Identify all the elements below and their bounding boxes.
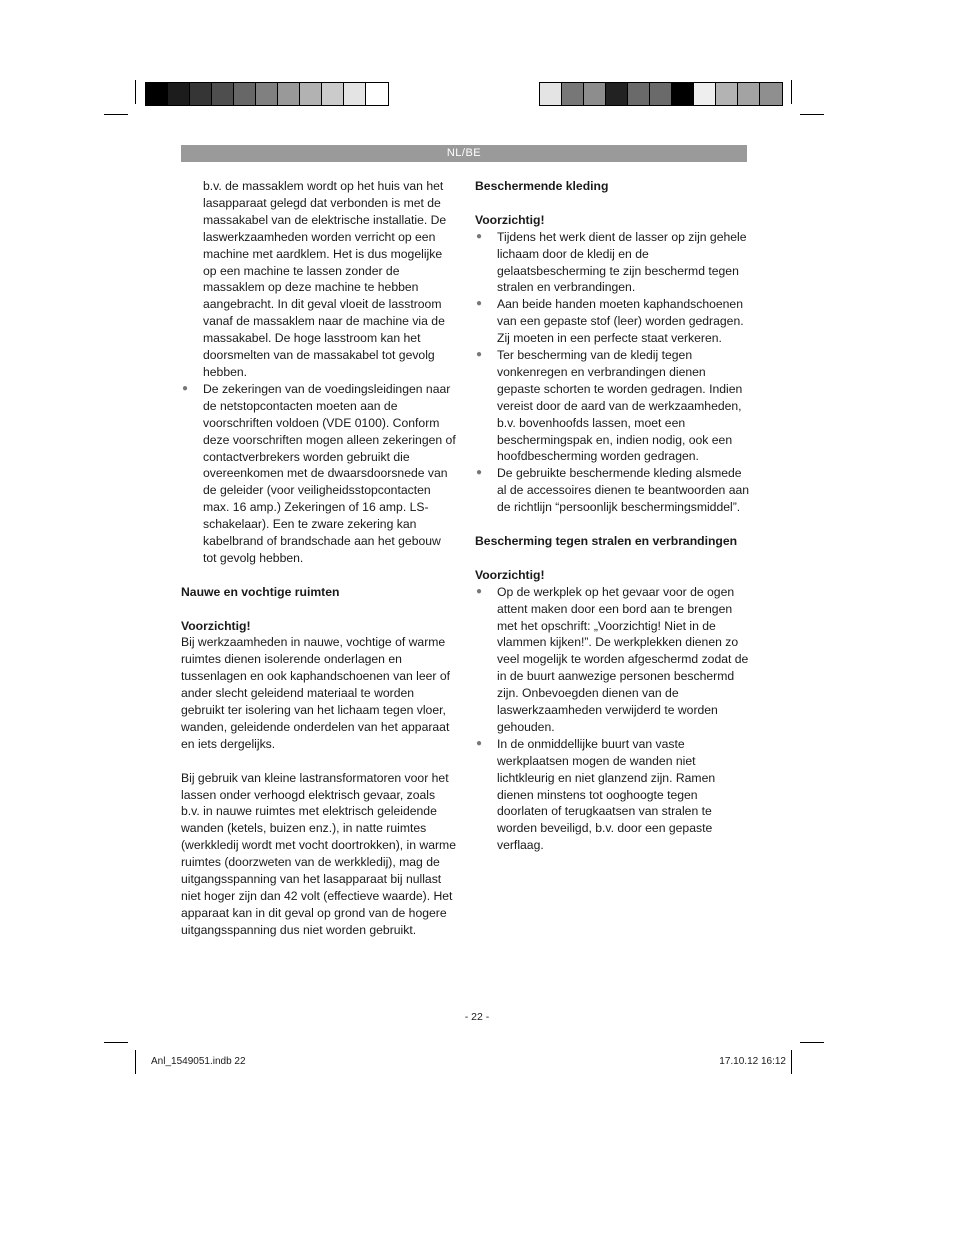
color-swatch	[190, 83, 212, 105]
bullet-icon: ●	[182, 382, 189, 394]
region-header-bar	[181, 145, 747, 162]
bullet-icon: ●	[476, 585, 483, 597]
list-item: ● Tijdens het werk dient de lasser op zijn gehele lichaam door de kledij en de gelaatsbescherming te zijn beschermd tegen stralen en verbrandingen.	[476, 229, 747, 295]
color-bar-right	[539, 82, 783, 106]
crop-mark	[135, 1050, 136, 1074]
color-swatch	[146, 83, 168, 105]
color-swatch	[300, 83, 322, 105]
region-label: NL/BE	[446, 147, 482, 159]
section-heading: Bescherming tegen stralen en verbrandingen	[475, 534, 738, 548]
left-column	[181, 178, 457, 939]
crop-mark	[135, 80, 136, 104]
crop-mark	[791, 1050, 792, 1074]
bullet-icon: ●	[476, 298, 483, 310]
file-info: Anl_1549051.indb 22	[151, 1056, 246, 1067]
color-swatch	[606, 83, 628, 105]
color-swatch	[168, 83, 190, 105]
bullet-icon: ●	[476, 737, 483, 749]
color-swatch	[628, 83, 650, 105]
color-swatch	[650, 83, 672, 105]
list-item: ● Ter bescherming van de kledij tegen vonkenregen en verbrandingen dienen gepaste schorten te worden gedragen. Indien vereist door de aard van de werkzaamheden, b.v. bovenhoofds lassen, moet een beschermingspak en, indien nodig, ook een hoofdbescherming worden gedragen.	[476, 348, 743, 464]
print-date-time: 17.10.12 16:12	[719, 1056, 786, 1067]
color-swatch	[344, 83, 366, 105]
list-item: ● In de onmiddellijke buurt van vaste werkplaatsen mogen de wanden niet lichtkleurig en niet glanzend zijn. Ramen dienen minstens tot ooghoogte tegen doorlaten of terugkaatsen van stralen te worden beveiligd, b.v. door een gepaste verflaag.	[476, 736, 716, 853]
color-swatch	[716, 83, 738, 105]
color-swatch	[212, 83, 234, 105]
color-swatch	[278, 83, 300, 105]
body-paragraph: Bij gebruik van kleine lastransformatoren voor het lassen onder verhoogd elektrisch gevaar, zoals b.v. in nauwe ruimtes met elektrisch geleidende wanden (ketels, buizen enz.), in natte ruimtes (werkkledij wordt met vocht doortrokken), in warme ruimtes (doorzweten van de werkkledij), mag de uitgangsspanning van het lasapparaat bij nullast niet hoger zijn dan 42 volt (effectieve waarde). Het apparaat kan in dit geval op grond van de hogere uitgangsspanning dus niet worden gebruikt.	[181, 770, 456, 937]
color-swatch	[694, 83, 716, 105]
crop-mark	[104, 1042, 128, 1043]
continuation-paragraph: b.v. de massaklem wordt op het huis van het lasapparaat gelegd dat verbonden is met de massakabel van de elektrische installatie. De laswerkzaamheden worden verricht op een machine met aardklem. Het is dus mogelijke op een machine te lassen zonder de massaklem op deze machine te hebben aangebracht. In dit geval vloeit de lasstroom vanaf de massaklem naar de machine via de massakabel. De hoge lasstroom kan het doorsmelten van de massakabel tot gevolg hebben.	[203, 179, 447, 379]
color-swatch	[672, 83, 694, 105]
bullet-list	[475, 584, 750, 855]
color-swatch	[366, 83, 388, 105]
color-swatch	[540, 83, 562, 105]
color-swatch	[256, 83, 278, 105]
caution-label: Voorzichtig!	[475, 212, 545, 227]
bullet-icon: ●	[476, 467, 483, 479]
crop-mark	[791, 80, 792, 104]
list-item: ● Aan beide handen moeten kaphandschoenen van een gepaste stof (leer) worden gedragen. Zij moeten in een perfecte staat verkeren.	[476, 297, 744, 346]
list-item: ● De zekeringen van de voedingsleidingen naar de netstopcontacten moeten aan de voorschriften voldoen (VDE 0100). Conform deze voorschriften mogen alleen zekeringen of contactverbrekers worden gebruikt die overeenkomen met de dwaarsdoorsnede van de geleider (voor veiligheidsstopcontacten max. 16 amp.) Zekeringen of 16 amp. LS-schakelaar). Een te zware zekering kan kabelbrand of brandschade aan het gebouw tot gevolg hebben.	[182, 381, 456, 565]
crop-mark	[800, 114, 824, 115]
color-swatch	[738, 83, 760, 105]
color-swatch	[562, 83, 584, 105]
bullet-list	[475, 229, 750, 516]
color-swatch	[760, 83, 782, 105]
color-swatch	[322, 83, 344, 105]
section-heading: Nauwe en vochtige ruimten	[181, 584, 340, 599]
color-swatch	[234, 83, 256, 105]
caution-label: Voorzichtig!	[181, 618, 251, 633]
caution-label: Voorzichtig!	[475, 567, 545, 582]
body-paragraph: Bij werkzaamheden in nauwe, vochtige of warme ruimtes dienen isolerende onderlagen en tussenlagen en ook kaphandschoenen van leer of ander slecht geleidend materiaal te worden gebruikt ter isolering van het lichaam tegen vloer, wanden, geleidende onderdelen van het apparaat en iets dergelijks.	[181, 635, 451, 751]
right-column	[475, 178, 750, 854]
color-bar-left	[145, 82, 389, 106]
crop-mark	[104, 114, 128, 115]
bullet-list	[181, 381, 457, 567]
page-number: - 22 -	[464, 1011, 490, 1023]
section-heading: Beschermende kleding	[475, 179, 609, 193]
bullet-icon: ●	[476, 230, 483, 242]
crop-mark	[800, 1042, 824, 1043]
bullet-icon: ●	[476, 349, 483, 361]
color-swatch	[584, 83, 606, 105]
list-item: ● De gebruikte beschermende kleding alsmede al de accessoires dienen te beantwoorden aan de richtlijn “persoonlijk beschermingsmiddel”.	[476, 466, 750, 515]
list-item: ● Op de werkplek op het gevaar voor de ogen attent maken door een bord aan te brengen met het opschrift: „Voorzichtig! Niet in de vlammen kijken!”. De werkplekken dienen zo veel mogelijk te worden afgeschermd zodat de in de buurt aanwezige personen beschermd zijn. Onbevoegden dienen van de laswerkzaamheden verwijderd te worden gehouden.	[476, 584, 749, 734]
